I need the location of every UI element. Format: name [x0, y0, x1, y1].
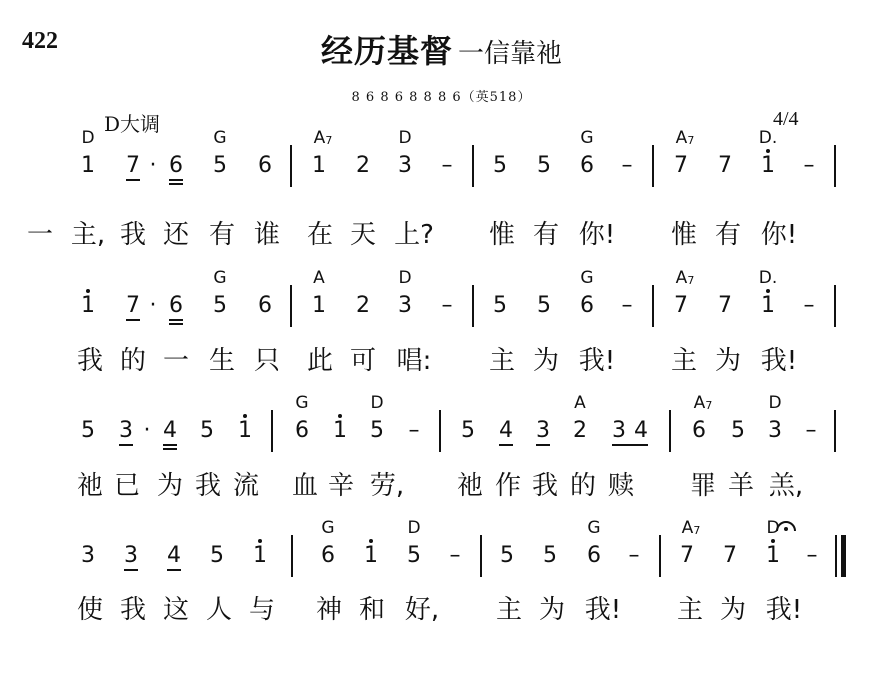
fermata-icon [775, 519, 797, 533]
underline-beam [167, 569, 181, 571]
chord-root: D [370, 393, 384, 413]
chord-root: G [213, 268, 227, 288]
chord-extension: 7 [693, 524, 701, 537]
final-barline [841, 535, 846, 577]
lyric-syllable: 与 [248, 595, 276, 625]
note: 6 [258, 153, 272, 178]
dot-rhythm: · [149, 153, 157, 178]
barline [835, 535, 837, 577]
chord-symbol [676, 270, 695, 287]
chord-root: G [213, 128, 227, 148]
chord-symbol [398, 270, 411, 287]
sustain-dash: – [621, 153, 633, 178]
chord-root: D. [758, 268, 778, 288]
chord-root: A [313, 128, 326, 148]
note: 7 [680, 543, 694, 568]
note: 1 [761, 293, 775, 318]
note: 4 [499, 418, 513, 443]
lyric-syllable: 我 [119, 595, 147, 625]
note: 7 [723, 543, 737, 568]
chord-symbol [574, 395, 586, 412]
chord-root: A [675, 128, 688, 148]
octave-dot [766, 149, 770, 153]
chord-extension: 7 [325, 134, 333, 147]
chord-extension: 7 [705, 399, 713, 412]
note: 4 [167, 543, 181, 568]
underline-beam [169, 319, 183, 321]
lyric-syllable: 我 [531, 471, 559, 501]
lyric-syllable: 可 [349, 346, 377, 376]
lyric-syllable: 天 [349, 220, 377, 250]
lyric-syllable: 神 [315, 595, 343, 625]
chord-symbol [370, 395, 383, 412]
lyric-syllable: 赎 [607, 471, 635, 501]
chord-root: A [574, 393, 586, 413]
lyric-syllable: 已 [113, 471, 141, 501]
note: 5 [213, 153, 227, 178]
note: 6 [321, 543, 335, 568]
lyric-syllable: 血 [291, 471, 319, 501]
octave-dot [766, 289, 770, 293]
chord-symbol [580, 130, 593, 147]
lyric-syllable: 在 [306, 220, 334, 250]
chord-extension: 7 [687, 274, 695, 287]
lyric-syllable: 惟 [488, 220, 516, 250]
note: 6 [580, 153, 594, 178]
chord-root: D [768, 393, 782, 413]
lyric-syllable: 这 [162, 595, 190, 625]
chord-root: A [675, 268, 688, 288]
note: 1 [312, 153, 326, 178]
sustain-dash: – [408, 418, 420, 443]
barline [271, 410, 273, 452]
octave-dot [258, 539, 262, 543]
lyric-syllable: 为 [714, 346, 742, 376]
chord-symbol [694, 395, 713, 412]
lyric-syllable: 还 [162, 220, 190, 250]
chord-root: G [321, 518, 335, 538]
chord-root: G [580, 128, 594, 148]
chord-symbol [407, 520, 420, 537]
underline-beam [163, 448, 177, 450]
note: 6 [295, 418, 309, 443]
dot-rhythm: · [149, 293, 157, 318]
lyric-syllable: 祂 [456, 471, 484, 501]
note: 5 [493, 293, 507, 318]
lyric-syllable: 只 [253, 346, 281, 376]
note: 5 [537, 153, 551, 178]
octave-dot [771, 539, 775, 543]
hymn-number: 422 [22, 28, 58, 54]
underline-beam [124, 569, 138, 571]
lyric-syllable: 为 [538, 595, 566, 625]
note: 1 [312, 293, 326, 318]
lyric-syllable: 祂 [76, 471, 104, 501]
octave-dot [369, 539, 373, 543]
lyric-syllable: 流 [232, 471, 260, 501]
chord-root: G [295, 393, 309, 413]
lyric-syllable: 上? [394, 220, 434, 250]
meter-line: 8 6 8 6 8 8 8 6（英518） [351, 90, 532, 105]
note: 5 [493, 153, 507, 178]
barline [669, 410, 671, 452]
note: 1 [253, 543, 267, 568]
note: 6 [580, 293, 594, 318]
sustain-dash: – [803, 293, 815, 318]
chord-symbol [213, 270, 226, 287]
octave-dot [243, 414, 247, 418]
sustain-dash: – [806, 543, 818, 568]
chord-symbol [81, 130, 94, 147]
lyric-syllable: 和 [358, 595, 386, 625]
underline-beam [612, 444, 648, 446]
note: 6 [258, 293, 272, 318]
lyric-syllable: 为 [532, 346, 560, 376]
lyric-syllable: 一 [162, 346, 190, 376]
lyric-syllable: 的 [569, 471, 597, 501]
sustain-dash: – [805, 418, 817, 443]
note: 5 [81, 418, 95, 443]
barline [472, 145, 474, 187]
octave-dot [338, 414, 342, 418]
underline-beam [126, 319, 140, 321]
underline-beam [169, 183, 183, 185]
note: 5 [500, 543, 514, 568]
note: 5 [210, 543, 224, 568]
lyric-syllable: 主 [488, 346, 516, 376]
note: 3 [612, 418, 626, 443]
hymn-subtitle: 一信靠祂 [458, 39, 563, 69]
note: 7 [718, 293, 732, 318]
lyric-syllable: 主 [676, 595, 704, 625]
note: 4 [634, 418, 648, 443]
lyric-syllable: 你! [578, 220, 616, 250]
lyric-syllable: 我 [76, 346, 104, 376]
note: 3 [398, 293, 412, 318]
sustain-dash: – [441, 293, 453, 318]
barline [290, 285, 292, 327]
barline [472, 285, 474, 327]
chord-symbol [587, 520, 600, 537]
chord-root: D [398, 268, 412, 288]
chord-root: D. [758, 128, 778, 148]
chord-root: G [580, 268, 594, 288]
chord-root: A [681, 518, 694, 538]
note: 4 [163, 418, 177, 443]
lyric-syllable: 辛 [327, 471, 355, 501]
note: 3 [398, 153, 412, 178]
chord-root: A [693, 393, 706, 413]
note: 5 [407, 543, 421, 568]
sustain-dash: – [628, 543, 640, 568]
note: 5 [543, 543, 557, 568]
note: 1 [81, 293, 95, 318]
chord-symbol [759, 270, 778, 287]
barline [834, 285, 836, 327]
chord-root: A [313, 268, 325, 288]
lyric-syllable: 我! [584, 595, 622, 625]
chord-symbol [321, 520, 334, 537]
chord-root: D [81, 128, 95, 148]
lyric-syllable: 作 [494, 471, 522, 501]
sustain-dash: – [803, 153, 815, 178]
lyric-syllable: 此 [306, 346, 334, 376]
note: 1 [238, 418, 252, 443]
note: 2 [573, 418, 587, 443]
chord-symbol [759, 130, 778, 147]
chord-symbol [768, 395, 781, 412]
note: 1 [364, 543, 378, 568]
time-signature: 4/4 [773, 108, 799, 130]
lyric-syllable: 谁 [253, 220, 281, 250]
barline [652, 285, 654, 327]
note: 6 [587, 543, 601, 568]
lyric-syllable: 使 [76, 595, 104, 625]
hymn-title: 经历基督 [320, 32, 453, 70]
lyric-syllable: 唱: [396, 346, 432, 376]
chord-symbol [676, 130, 695, 147]
barline [480, 535, 482, 577]
lyric-syllable: 生 [208, 346, 236, 376]
note: 3 [81, 543, 95, 568]
chord-extension: 7 [687, 134, 695, 147]
chord-symbol [213, 130, 226, 147]
lyric-syllable: 为 [719, 595, 747, 625]
chord-symbol [398, 130, 411, 147]
chord-symbol [580, 270, 593, 287]
note: 6 [692, 418, 706, 443]
note: 7 [718, 153, 732, 178]
sustain-dash: – [441, 153, 453, 178]
note: 1 [333, 418, 347, 443]
lyric-syllable: 我 [194, 471, 222, 501]
note: 3 [119, 418, 133, 443]
lyric-syllable: 罪 [689, 471, 717, 501]
underline-beam [126, 179, 140, 181]
barline [291, 535, 293, 577]
underline-beam [163, 444, 177, 446]
dot-rhythm: · [143, 418, 151, 443]
chord-symbol [313, 270, 325, 287]
note: 3 [768, 418, 782, 443]
note: 6 [169, 153, 183, 178]
barline [659, 535, 661, 577]
note: 7 [126, 153, 140, 178]
sustain-dash: – [621, 293, 633, 318]
chord-root: G [587, 518, 601, 538]
underline-beam [169, 323, 183, 325]
note: 1 [81, 153, 95, 178]
note: 7 [674, 153, 688, 178]
barline [290, 145, 292, 187]
underline-beam [536, 444, 550, 446]
barline [652, 145, 654, 187]
lyric-syllable: 羔, [768, 471, 804, 501]
chord-symbol [682, 520, 701, 537]
note: 6 [169, 293, 183, 318]
octave-dot [86, 289, 90, 293]
lyric-syllable: 人 [205, 595, 233, 625]
lyric-syllable: 羊 [727, 471, 755, 501]
lyric-syllable: 你! [760, 220, 798, 250]
note: 5 [200, 418, 214, 443]
chord-root: D [398, 128, 412, 148]
underline-beam [119, 444, 133, 446]
lyric-syllable: 劳, [369, 471, 405, 501]
lyric-syllable: 有 [532, 220, 560, 250]
note: 1 [761, 153, 775, 178]
lyric-syllable: 的 [119, 346, 147, 376]
lyric-syllable: 主 [495, 595, 523, 625]
underline-beam [169, 179, 183, 181]
lyric-syllable: 我! [765, 595, 803, 625]
lyric-syllable: 为 [156, 471, 184, 501]
note: 5 [461, 418, 475, 443]
lyric-syllable: 主 [670, 346, 698, 376]
note: 7 [674, 293, 688, 318]
note: 7 [126, 293, 140, 318]
lyric-syllable: 我! [578, 346, 616, 376]
barline [834, 410, 836, 452]
lyric-syllable: 有 [714, 220, 742, 250]
note: 5 [731, 418, 745, 443]
note: 1 [766, 543, 780, 568]
chord-root: D [766, 518, 780, 538]
underline-beam [499, 444, 513, 446]
chord-symbol [295, 395, 308, 412]
lyric-syllable: 一 [26, 220, 54, 250]
note: 5 [213, 293, 227, 318]
chord-symbol [314, 130, 333, 147]
lyric-syllable: 我 [119, 220, 147, 250]
note: 5 [370, 418, 384, 443]
barline [834, 145, 836, 187]
chord-root: D [407, 518, 421, 538]
sustain-dash: – [449, 543, 461, 568]
lyric-syllable: 惟 [670, 220, 698, 250]
note: 3 [124, 543, 138, 568]
lyric-syllable: 我! [760, 346, 798, 376]
key-signature: D大调 [104, 112, 161, 136]
note: 2 [356, 293, 370, 318]
lyric-syllable: 好, [404, 595, 440, 625]
note: 2 [356, 153, 370, 178]
note: 3 [536, 418, 550, 443]
lyric-syllable: 有 [208, 220, 236, 250]
barline [439, 410, 441, 452]
lyric-syllable: 主, [70, 220, 106, 250]
note: 5 [537, 293, 551, 318]
